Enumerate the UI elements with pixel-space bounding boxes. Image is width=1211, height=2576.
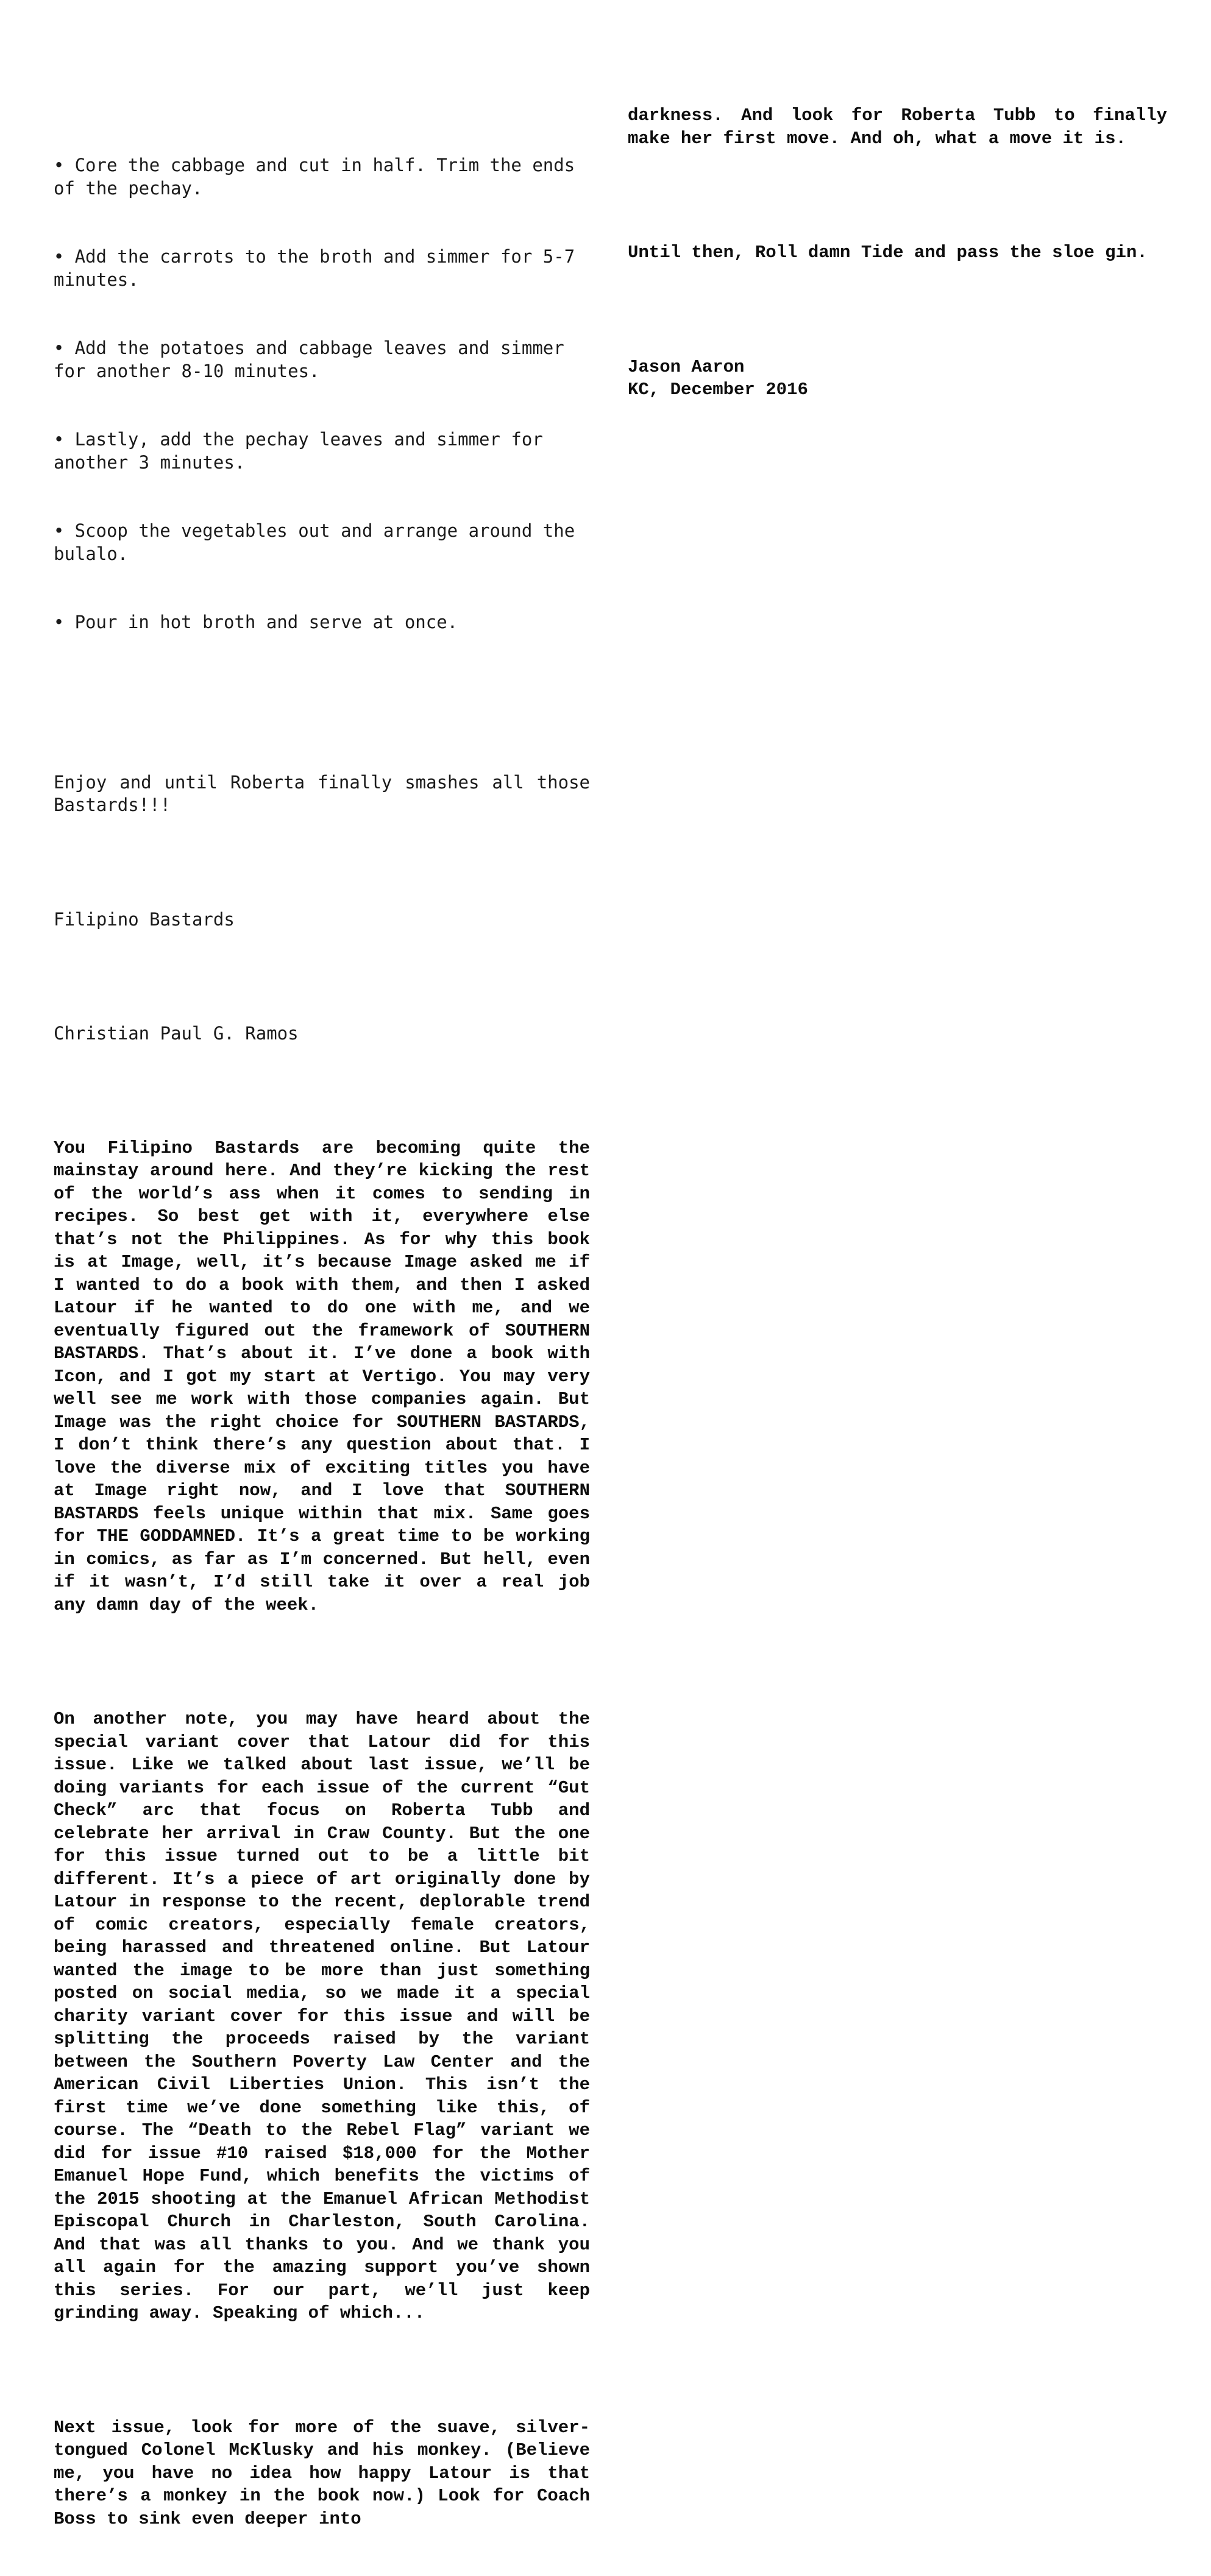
signature-place-date: KC, December 2016 bbox=[628, 380, 808, 400]
closing-line: Until then, Roll damn Tide and pass the sloe gin. bbox=[628, 242, 1148, 263]
recipe-step-text: Lastly, add the pechay leaves and simmer for another 3 minutes. bbox=[54, 429, 554, 473]
reply-paragraph: Next issue, look for more of the suave, silver-tongued Colonel McKlusky and his monkey. (Believe me, you have no idea how happy Latour is that there’s a monkey in the book now.) Look for Coach Boss to sink even deeper into bbox=[54, 2417, 590, 2529]
left-column bbox=[54, 63, 590, 2576]
bullet-icon: • bbox=[54, 429, 65, 450]
recipe-step-text: Core the cabbage and cut in half. Trim the ends of the pechay. bbox=[54, 155, 586, 199]
recipe-step bbox=[54, 337, 590, 383]
bullet-icon: • bbox=[54, 520, 65, 541]
signature-block bbox=[628, 356, 1167, 402]
bullet-icon: • bbox=[54, 155, 65, 175]
letter-signoff: Enjoy and until Roberta finally smashes all those Bastards!!! bbox=[54, 771, 590, 815]
recipe-step-text: Scoop the vegetables out and arrange around the bulalo. bbox=[54, 520, 586, 564]
recipe-step bbox=[54, 246, 590, 291]
recipe-step bbox=[54, 611, 590, 634]
letter-author: Christian Paul G. Ramos bbox=[54, 1023, 299, 1044]
bullet-icon: • bbox=[54, 338, 65, 358]
letter-title: Filipino Bastards bbox=[54, 908, 235, 930]
recipe-step bbox=[54, 520, 590, 565]
recipe-step bbox=[54, 428, 590, 474]
reply-paragraph: You Filipino Bastards are becoming quite the mainstay around here. And they’re kicking the rest of the world’s ass when it comes to sending in recipes. So best get with it, everywhere else that’s not the Philippines. As for why this book is at Image, well, it’s because Image asked me if I wanted to do a book with them, and then I asked Latour if he wanted to do one with me, and we eventually figured out the framework of SOUTHERN BASTARDS. That’s about it. I’ve done a book with Icon, and I got my start at Vertigo. You may very well see me work with those companies again. But Image was the right choice for SOUTHERN BASTARDS, I don’t think there’s any question about that. I love the diverse mix of exciting titles you have at Image right now, and I love that SOUTHERN BASTARDS feels unique within that mix. Same goes for THE GODDAMNED. It’s a great time to be working in comics, as far as I’m concerned. But hell, even if it wasn’t, I’d still take it over a real job any damn day of the week. bbox=[54, 1138, 590, 1615]
bullet-icon: • bbox=[54, 612, 65, 632]
signature-name: Jason Aaron bbox=[628, 356, 745, 377]
recipe-step-text: Pour in hot broth and serve at once. bbox=[74, 612, 458, 632]
bullet-icon: • bbox=[54, 246, 65, 267]
reply-continuation: darkness. And look for Roberta Tubb to finally make her first move. And oh, what a move it is. bbox=[628, 105, 1167, 149]
reply-paragraph: On another note, you may have heard about the special variant cover that Latour did for this issue. Like we talked about last issue, we’ll be doing variants for each issue of the current “Gut Check” arc that focus on Roberta Tubb and celebrate her arrival in Craw County. But the one for this issue turned out to be a little bit different. It’s a piece of art originally done by Latour in response to the recent, deplorable trend of comic creators, especially female creators, being harassed and threatened online. But Latour wanted the image to be more than just something posted on social media, so we made it a special charity variant cover for this issue and will be splitting the proceeds raised by the variant between the Southern Poverty Law Center and the American Civil Liberties Union. This isn’t the first time we’ve done something like this, of course. The “Death to the Rebel Flag” variant we did for issue #10 raised $18,000 for the Mother Emanuel Hope Fund, which benefits the victims of the 2015 shooting at the Emanuel African Methodist Episcopal Church in Charleston, South Carolina. And that was all thanks to you. And we thank you all again for the amazing support you’ve shown this series. For our part, we’ll just keep grinding away. Speaking of which... bbox=[54, 1709, 590, 2323]
recipe-step bbox=[54, 154, 590, 200]
recipe-steps-list bbox=[54, 108, 590, 680]
recipe-step-text: Add the potatoes and cabbage leaves and simmer for another 8-10 minutes. bbox=[54, 338, 575, 381]
right-column bbox=[628, 58, 1167, 424]
recipe-step-text: Add the carrots to the broth and simmer for 5-7 minutes. bbox=[54, 246, 586, 290]
